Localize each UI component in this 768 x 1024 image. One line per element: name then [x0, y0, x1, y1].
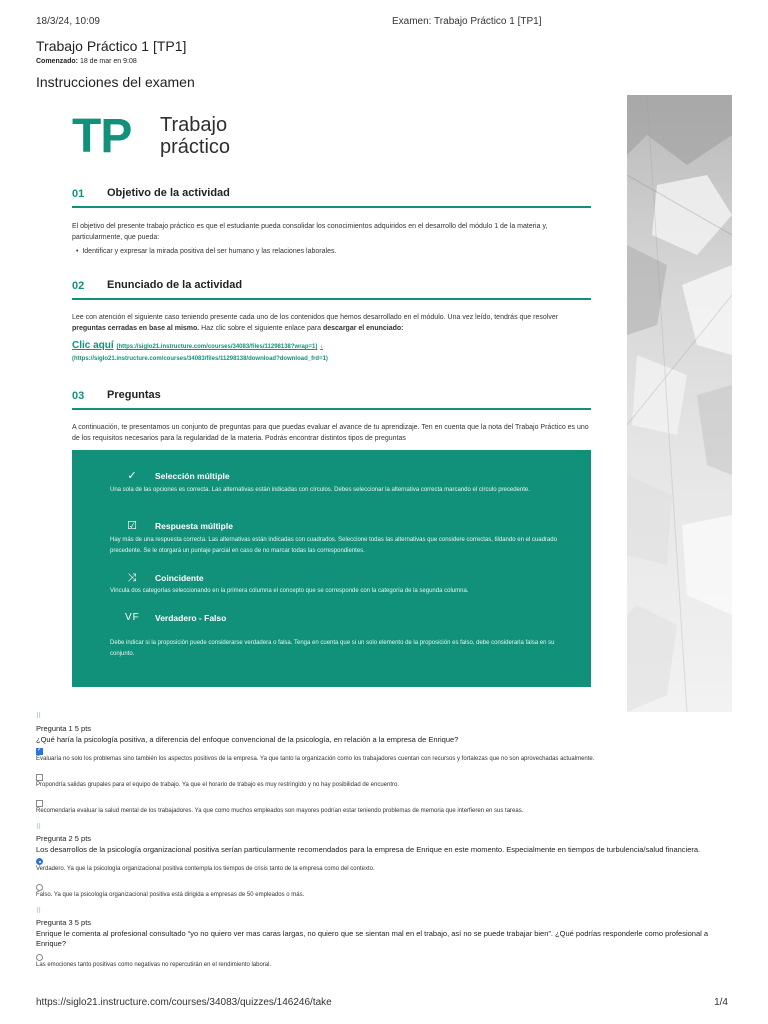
- question-text: ¿Qué haría la psicología positiva, a diferencia del enfoque convencional de la psicología, en relación a la empresa de Enrique?: [36, 735, 459, 744]
- type-title-respuesta: Respuesta múltiple: [155, 521, 233, 531]
- section-objetivo-text: El objetivo del presente trabajo práctico es que el estudiante pueda consolidar los conocimientos adquiridos en el desarrollo del módulo 1 de la materia y, particularmente, que pueda:: [72, 223, 548, 241]
- question-text: Enrique le comenta al profesional consultado “yo no quiero ver mas caras largas, no quiero que se sientan mal en el trabajo, así no se puede trabajar bien”. ¿Qué podrías responderle como profesional a Enrique?: [36, 929, 709, 948]
- section-number: 03: [72, 390, 85, 402]
- type-title-seleccion: Selección múltiple: [155, 471, 230, 481]
- answer-checkbox[interactable]: [36, 800, 43, 807]
- type-desc-coincidente: Vincula dos categorías seleccionando en la primera columna el concepto que se corresponde con la categoría de la segunda columna.: [110, 588, 469, 594]
- checkbox-icon: ☑: [127, 520, 137, 532]
- drag-handle-icon[interactable]: ⠿: [36, 824, 42, 831]
- download-url-link[interactable]: (https://siglo21.instructure.com/courses/34083/files/11298138/download?download_frd=1): [72, 356, 328, 362]
- shuffle-icon: ⤨: [127, 572, 137, 584]
- print-header: [36, 16, 732, 30]
- section-enunciado-text: [72, 312, 584, 334]
- type-desc-respuesta: Hay más de una respuesta correcta. Las alternativas están indicadas con cuadrados. Seleccione todas las alternativas que considere correctas, tildando en el cuadrado precedente. Se le otorgará un puntaje parcial en caso de no marcar todas las correspondientes.: [110, 537, 557, 554]
- section-number: 01: [72, 188, 85, 200]
- file-url-link[interactable]: (https://siglo21.instructure.com/courses/34083/files/11298138?wrap=1): [116, 344, 318, 350]
- section-preguntas-header: [72, 386, 591, 410]
- enunciado-text-a: Lee con atención el siguiente caso teniendo presente cada uno de los contenidos que hemos desarrollado en el módulo. Una vez leído, tendrás que resolver: [72, 314, 559, 321]
- section-preguntas-text: A continuación, te presentamos un conjunto de preguntas para que puedas evaluar el avance de tu aprendizaje. Ten en cuenta que la nota del Trabajo Práctico es uno de los requisitos necesarios para la regularidad de la materia. Podrás encontrar distintos tipos de preguntas: [72, 424, 589, 442]
- answer-checkbox[interactable]: [36, 774, 43, 781]
- question-text: Los desarrollos de la psicología organizacional positiva serían particularmente recomendados para la empresa de Enrique en este momento. Especialmente en tiempos de turbulencia/salud financiera.: [36, 845, 701, 854]
- tp-logo-line1: Trabajo: [160, 114, 228, 136]
- enunciado-text-c: Haz clic sobre el siguiente enlace para: [199, 325, 323, 332]
- answer-option[interactable]: Recomendaría evaluar la salud mental de los trabajadores. Ya que como muchos empleados son mayores podrían estar teniendo problemas de memoria que interfieren en sus tareas.: [36, 808, 524, 814]
- answer-checkbox[interactable]: [36, 748, 43, 755]
- instructions-title: Instrucciones del examen: [36, 74, 195, 90]
- check-circle-icon: ✓: [127, 470, 137, 482]
- page-number: 1/4: [714, 997, 728, 1008]
- print-footer: [36, 997, 732, 1011]
- clic-aqui-link[interactable]: Clic aquí: [72, 340, 114, 351]
- bullet-dot-icon: •: [76, 248, 83, 255]
- enunciado-text-b: preguntas cerradas en base al mismo.: [72, 325, 200, 332]
- drag-handle-icon[interactable]: ⠿: [36, 713, 42, 720]
- question-types-box: [72, 450, 591, 687]
- section-objetivo-header: [72, 184, 591, 208]
- enunciado-text-d: descargar el enunciado:: [322, 325, 404, 332]
- answer-option[interactable]: Propondría salidas grupales para el equipo de trabajo. Ya que el horario de trabajo es muy restringido y no hay posibilidad de encuentro.: [36, 782, 400, 788]
- answer-radio[interactable]: [36, 954, 43, 961]
- started-label: Comenzado:: [36, 58, 78, 65]
- objetivo-bullet-text: Identificar y expresar la mirada positiva del ser humano y las relaciones laborales.: [82, 248, 337, 255]
- vf-icon: VF: [125, 612, 140, 623]
- section-title: Objetivo de la actividad: [107, 187, 230, 199]
- tp-logo-line2: práctico: [160, 136, 231, 158]
- question-label: Pregunta 1 5 pts: [36, 724, 92, 733]
- tp-logo-abbr: TP: [72, 110, 132, 163]
- started-line: [36, 58, 137, 65]
- section-title: Preguntas: [107, 389, 161, 401]
- quiz-title: Trabajo Práctico 1 [TP1]: [36, 38, 187, 54]
- answer-option[interactable]: Verdadero. Ya que la psicología organizacional positiva contempla los tiempos de crisis tanto de la empresa como del contexto.: [36, 866, 375, 872]
- type-title-coincidente: Coincidente: [155, 573, 204, 583]
- answer-option[interactable]: Las emociones tanto positivas como negativas no repercutirán en el rendimiento laboral.: [36, 962, 272, 968]
- print-date: 18/3/24, 10:09: [36, 16, 100, 27]
- print-url: https://siglo21.instructure.com/courses/34083/quizzes/146246/take: [36, 997, 332, 1008]
- answer-option[interactable]: Falso. Ya que la psicología organizacional positiva está dirigida a empresas de 50 empleados o más.: [36, 892, 305, 898]
- type-title-vf: Verdadero - Falso: [155, 613, 227, 623]
- answer-radio[interactable]: [36, 884, 43, 891]
- download-link-line: [72, 340, 323, 351]
- started-value: 18 de mar en 9:08: [79, 58, 137, 65]
- question-label: Pregunta 3 5 pts: [36, 918, 92, 927]
- drag-handle-icon[interactable]: ⠿: [36, 908, 42, 915]
- download-icon[interactable]: ↓: [320, 344, 324, 350]
- section-number: 02: [72, 280, 85, 292]
- answer-option[interactable]: Evaluaría no solo los problemas sino también los aspectos positivos de la empresa. Ya que tanto la organización como los trabajadores cuentan con recursos y fortalezas que no son aprovechadas actualmente.: [36, 756, 595, 762]
- question-label: Pregunta 2 5 pts: [36, 834, 92, 843]
- decorative-photo: [627, 95, 732, 712]
- section-title: Enunciado de la actividad: [107, 279, 243, 291]
- architecture-image: [627, 95, 732, 712]
- type-desc-vf: Debe indicar si la proposición puede considerarse verdadera o falsa. Tenga en cuenta que si un solo elemento de la proposición es falso, debe considerarla falsa en su conjunto.: [110, 640, 555, 657]
- section-enunciado-header: [72, 276, 591, 300]
- type-desc-seleccion: Una sola de las opciones es correcta. Las alternativas están indicadas con círculos. Debes seleccionar la alternativa correcta marcando el círculo precedente.: [110, 487, 530, 493]
- answer-radio[interactable]: [36, 858, 43, 865]
- print-title: Examen: Trabajo Práctico 1 [TP1]: [392, 16, 542, 27]
- objetivo-bullet: [76, 248, 336, 255]
